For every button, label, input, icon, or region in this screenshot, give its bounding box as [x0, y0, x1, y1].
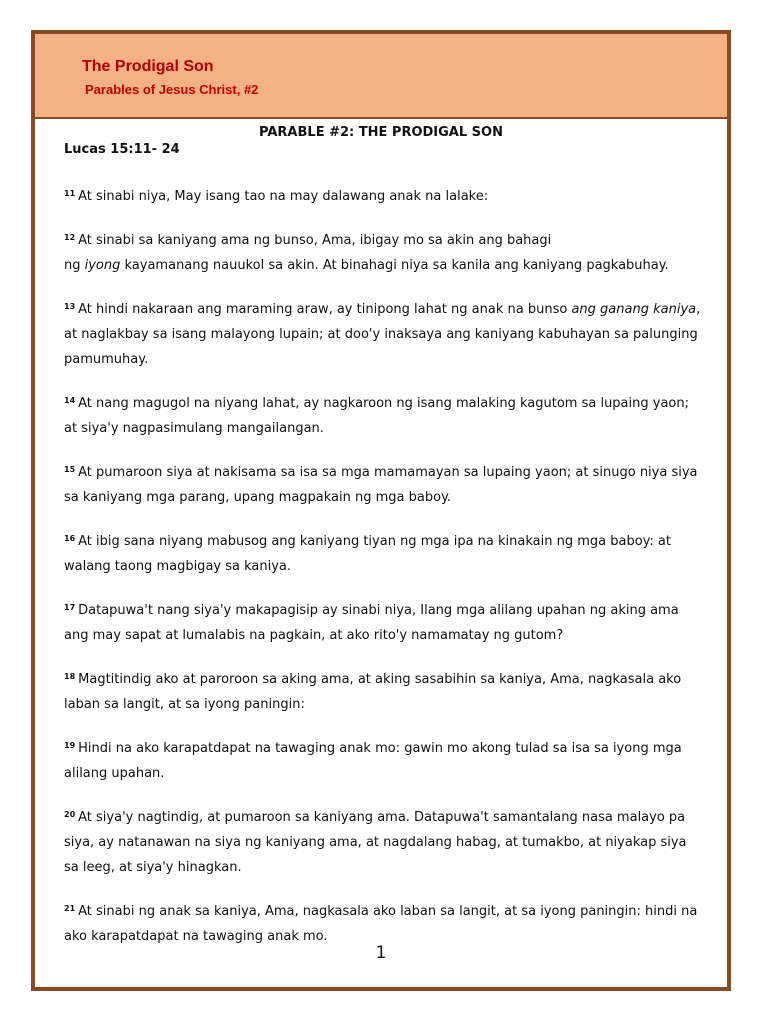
verse-15 [64, 457, 704, 510]
verse-number: 20 [64, 810, 76, 819]
verse-19 [64, 733, 704, 786]
verse-16 [64, 526, 704, 579]
verse-list [64, 181, 704, 965]
verse-text: At hindi nakaraan ang maraming araw, ay tinipong lahat ng anak na bunso [78, 302, 572, 317]
verse-italic: iyong [84, 258, 121, 273]
verse-number: 18 [64, 672, 76, 681]
verse-14 [64, 388, 704, 441]
verse-text: At pumaroon siya at nakisama sa isa sa mga mamamayan sa lupaing yaon; at sinugo niya siya sa kaniyang mga parang, upang magpakain ng mga baboy. [64, 465, 698, 505]
verse-number: 14 [64, 396, 76, 405]
verse-18 [64, 664, 704, 717]
verse-11 [64, 181, 704, 209]
verse-number: 19 [64, 741, 76, 750]
document-title: The Prodigal Son [82, 58, 214, 75]
verse-number: 13 [64, 302, 76, 311]
verse-text: , at naglakbay sa isang malayong lupain; at doo'y inaksaya ang kaniyang kabuhayan sa palunging pamumuhay. [64, 302, 701, 367]
page-frame [31, 30, 731, 991]
verse-text: kayamanang nauukol sa akin. At binahagi niya sa kanila ang kaniyang pagkabuhay. [120, 258, 669, 273]
verse-text: At nang magugol na niyang lahat, ay nagkaroon ng isang malaking kagutom sa lupaing yaon; at siya'y nagpasimulang mangailangan. [64, 396, 689, 436]
document-subtitle: Parables of Jesus Christ, #2 [85, 82, 259, 97]
verse-20 [64, 802, 704, 880]
verse-text: At sinabi sa kaniyang ama ng bunso, Ama, ibigay mo sa akin ang bahagi [78, 233, 552, 248]
verse-12 [64, 225, 704, 278]
verse-italic: kaniya [653, 302, 697, 317]
verse-text: ng [64, 258, 85, 273]
verse-text: At sinabi ng anak sa kaniya, Ama, nagkasala ako laban sa langit, at sa iyong paningin: hindi na ako karapatdapat na tawaging anak mo. [64, 904, 698, 944]
verse-number: 21 [64, 904, 76, 913]
verse-number: 17 [64, 603, 76, 612]
verse-number: 11 [64, 189, 76, 198]
verse-text: At siya'y nagtindig, at pumaroon sa kaniyang ama. Datapuwa't samantalang nasa malayo pa siya, ay natanawan na siya ng kaniyang ama, at nagdalang habag, at tumakbo, at niyakap siya sa leeg, at siya'y hinagkan. [64, 810, 687, 875]
verse-number: 12 [64, 233, 76, 242]
verse-text: Magtitindig ako at paroroon sa aking ama, at aking sasabihin sa kaniya, Ama, nagkasala ako laban sa langit, at sa iyong paningin: [64, 672, 682, 712]
verse-italic: ang ganang [571, 302, 649, 317]
verse-13 [64, 294, 704, 372]
verse-text: Hindi na ako karapatdapat na tawaging anak mo: gawin mo akong tulad sa isa sa iyong mga alilang upahan. [64, 741, 682, 781]
parable-heading: PARABLE #2: THE PRODIGAL SON [259, 125, 503, 140]
verse-21 [64, 896, 704, 949]
page-number: 1 [375, 943, 387, 963]
verse-text: At ibig sana niyang mabusog ang kaniyang tiyan ng mga ipa na kinakain ng mga baboy: at walang taong magbigay sa kaniya. [64, 534, 671, 574]
scripture-reference: Lucas 15:11- 24 [64, 142, 180, 157]
verse-text: At sinabi niya, May isang tao na may dalawang anak na lalake: [78, 189, 489, 204]
verse-text: Datapuwa't nang siya'y makapagisip ay sinabi niya, Ilang mga alilang upahan ng aking ama ang may sapat at lumalabis na pagkain, at ako rito'y namamatay ng gutom? [64, 603, 679, 643]
header-band [35, 34, 727, 119]
verse-number: 15 [64, 465, 76, 474]
verse-17 [64, 595, 704, 648]
verse-number: 16 [64, 534, 76, 543]
